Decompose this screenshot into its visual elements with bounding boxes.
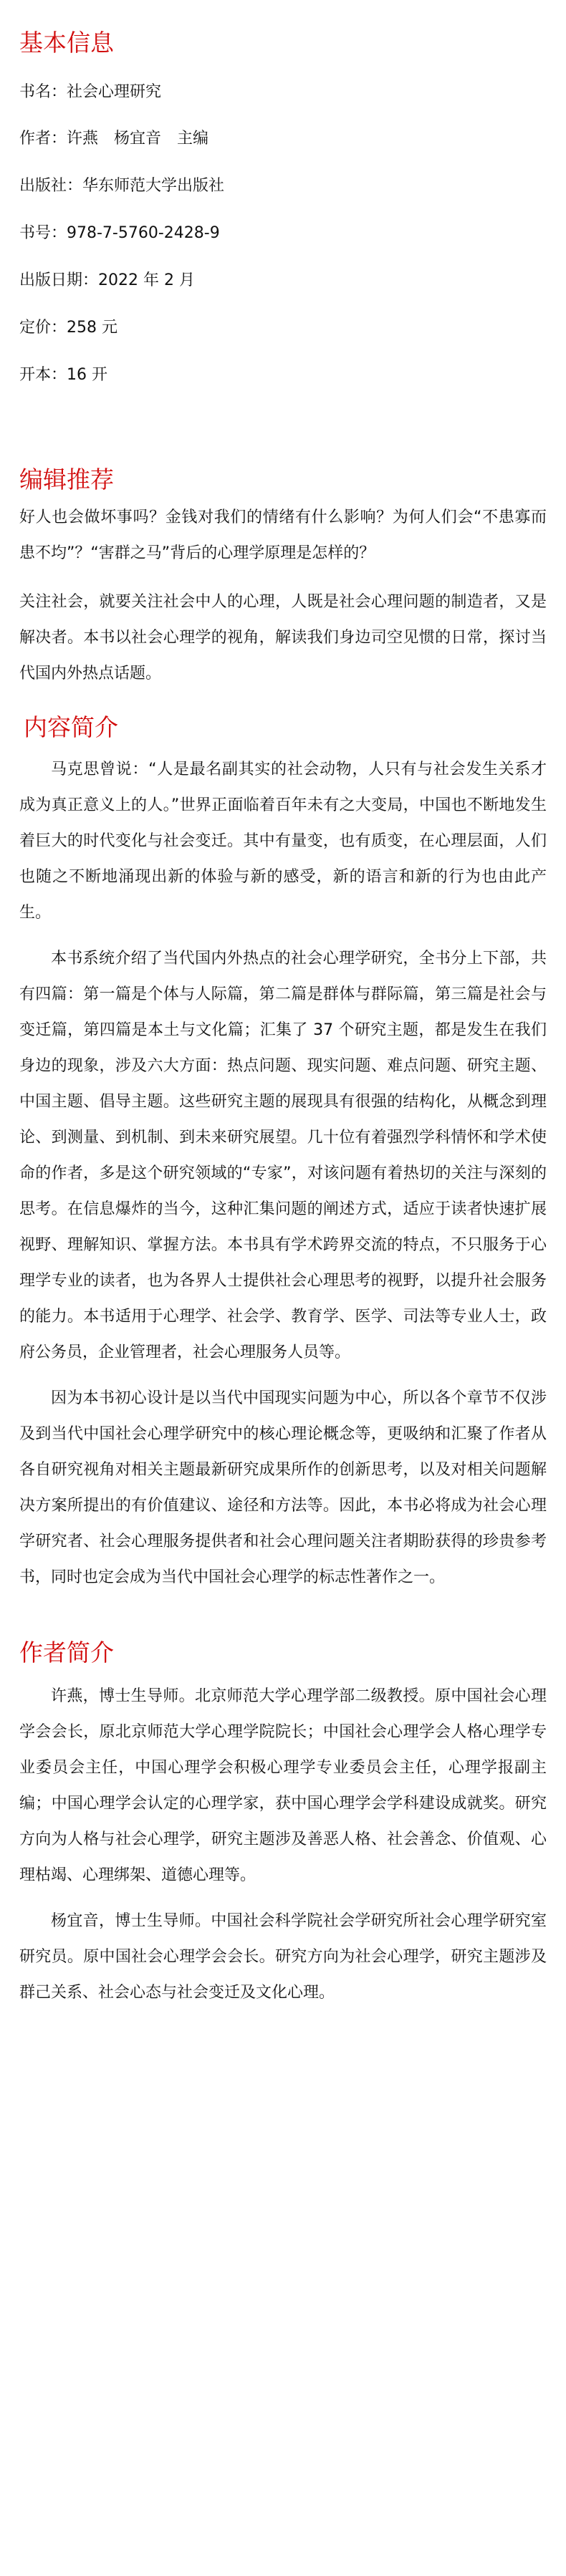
author-intro-title: 作者简介 — [19, 1639, 114, 1666]
publisher: 出版社：华东师范大学出版社 — [19, 177, 225, 195]
content-intro-title: 内容简介 — [24, 713, 118, 741]
editor-recommend-paragraph-2: 关注社会，就要关注社会中人的心理，人既是社会心理问题的制造者，又是解决者。本书以社会心理学的视角，解读我们身边司空见惯的日常，探讨当代国内外热点话题。 — [19, 593, 547, 682]
editor-recommend-paragraph-1: 好人也会做坏事吗？金钱对我们的情绪有什么影响？为何人们会“不患寡而患不均”？“害群之马”背后的心理学原理是怎样的？ — [19, 508, 547, 562]
author-intro-paragraph-1: 许燕，博士生导师。北京师范大学心理学部二级教授。原中国社会心理学会会长，原北京师范大学心理学院院长；中国社会心理学会人格心理学专业委员会主任，中国心理学会积极心理学专业委员会主任，心理学报副主编；中国心理学会认定的心理学家，获中国心理学会学科建设成就奖。研究方向为人格与社会心理学，研究主题涉及善恶人格、社会善念、价值观、心理枯竭、心理绑架、道德心理等。 — [19, 1687, 547, 1884]
editor-recommend-section — [19, 465, 547, 692]
content-intro-section — [19, 713, 547, 1596]
price: 定价：258 元 — [19, 319, 117, 337]
content-intro-paragraph-3: 因为本书初心设计是以当代中国现实问题为中心，所以各个章节不仅涉及到当代中国社会心理学研究中的核心理论概念等，更吸纳和汇聚了作者从各自研究视角对相关主题最新研究成果所作的创新思考，以及对相关问题解决方案所提出的有价值建议、途径和方法等。因此，本书必将成为社会心理学研究者、社会心理服务提供者和社会心理问题关注者期盼获得的珍贵参考书，同时也定会成为当代中国社会心理学的标志性著作之一。 — [19, 1389, 547, 1586]
book-name: 书名：社会心理研究 — [19, 83, 162, 101]
format: 开本：16 开 — [19, 366, 107, 384]
author-intro-paragraph-2: 杨宜音，博士生导师。中国社会科学院社会学研究所社会心理学研究室研究员。原中国社会心理学会会长。研究方向为社会心理学，研究主题涉及群己关系、社会心态与社会变迁及文化心理。 — [19, 1912, 547, 2002]
authors: 作者：许燕 杨宜音 主编 — [19, 130, 209, 148]
author-intro-section — [19, 1639, 547, 2011]
content-intro-paragraph-2: 本书系统介绍了当代国内外热点的社会心理学研究，全书分上下部，共有四篇：第一篇是个体与人际篇，第二篇是群体与群际篇，第三篇是社会与变迁篇，第四篇是本土与文化篇；汇集了 37 个研究主题，都是发生在我们身边的现象，涉及六大方面：热点问题、现实问题、难点问题、研究主题、中国主题、倡导主题。这些研究主题的展现具有很强的结构化，从概念到理论、到测量、到机制、到未来研究展望。几十位有着强烈学科情怀和学术使命的作者，多是这个研究领域的“专家”，对该问题有着热切的关注与深刻的思考。在信息爆炸的当今，这种汇集问题的阐述方式，适应于读者快速扩展视野、理解知识、掌握方法。本书具有学术跨界交流的特点，不只服务于心理学专业的读者，也为各界人士提供社会心理思考的视野，以提升社会服务的能力。本书适用于心理学、社会学、教育学、医学、司法等专业人士，政府公务员，企业管理者，社会心理服务人员等。 — [19, 950, 547, 1361]
isbn: 书号：978-7-5760-2428-9 — [19, 224, 220, 242]
pub-date: 出版日期：2022 年 2 月 — [19, 271, 195, 289]
basic-info-title: 基本信息 — [19, 29, 114, 57]
content-intro-paragraph-1: 马克思曾说：“人是最名副其实的社会动物，人只有与社会发生关系才成为真正意义上的人。”世界正面临着百年未有之大变局，中国也不断地发生着巨大的时代变化与社会变迁。其中有量变，也有质变，在心理层面，人们也随之不断地涌现出新的体验与新的感受，新的语言和新的行为也由此产生。 — [19, 761, 547, 922]
editor-recommend-title: 编辑推荐 — [19, 465, 114, 493]
basic-info-section — [19, 0, 547, 401]
